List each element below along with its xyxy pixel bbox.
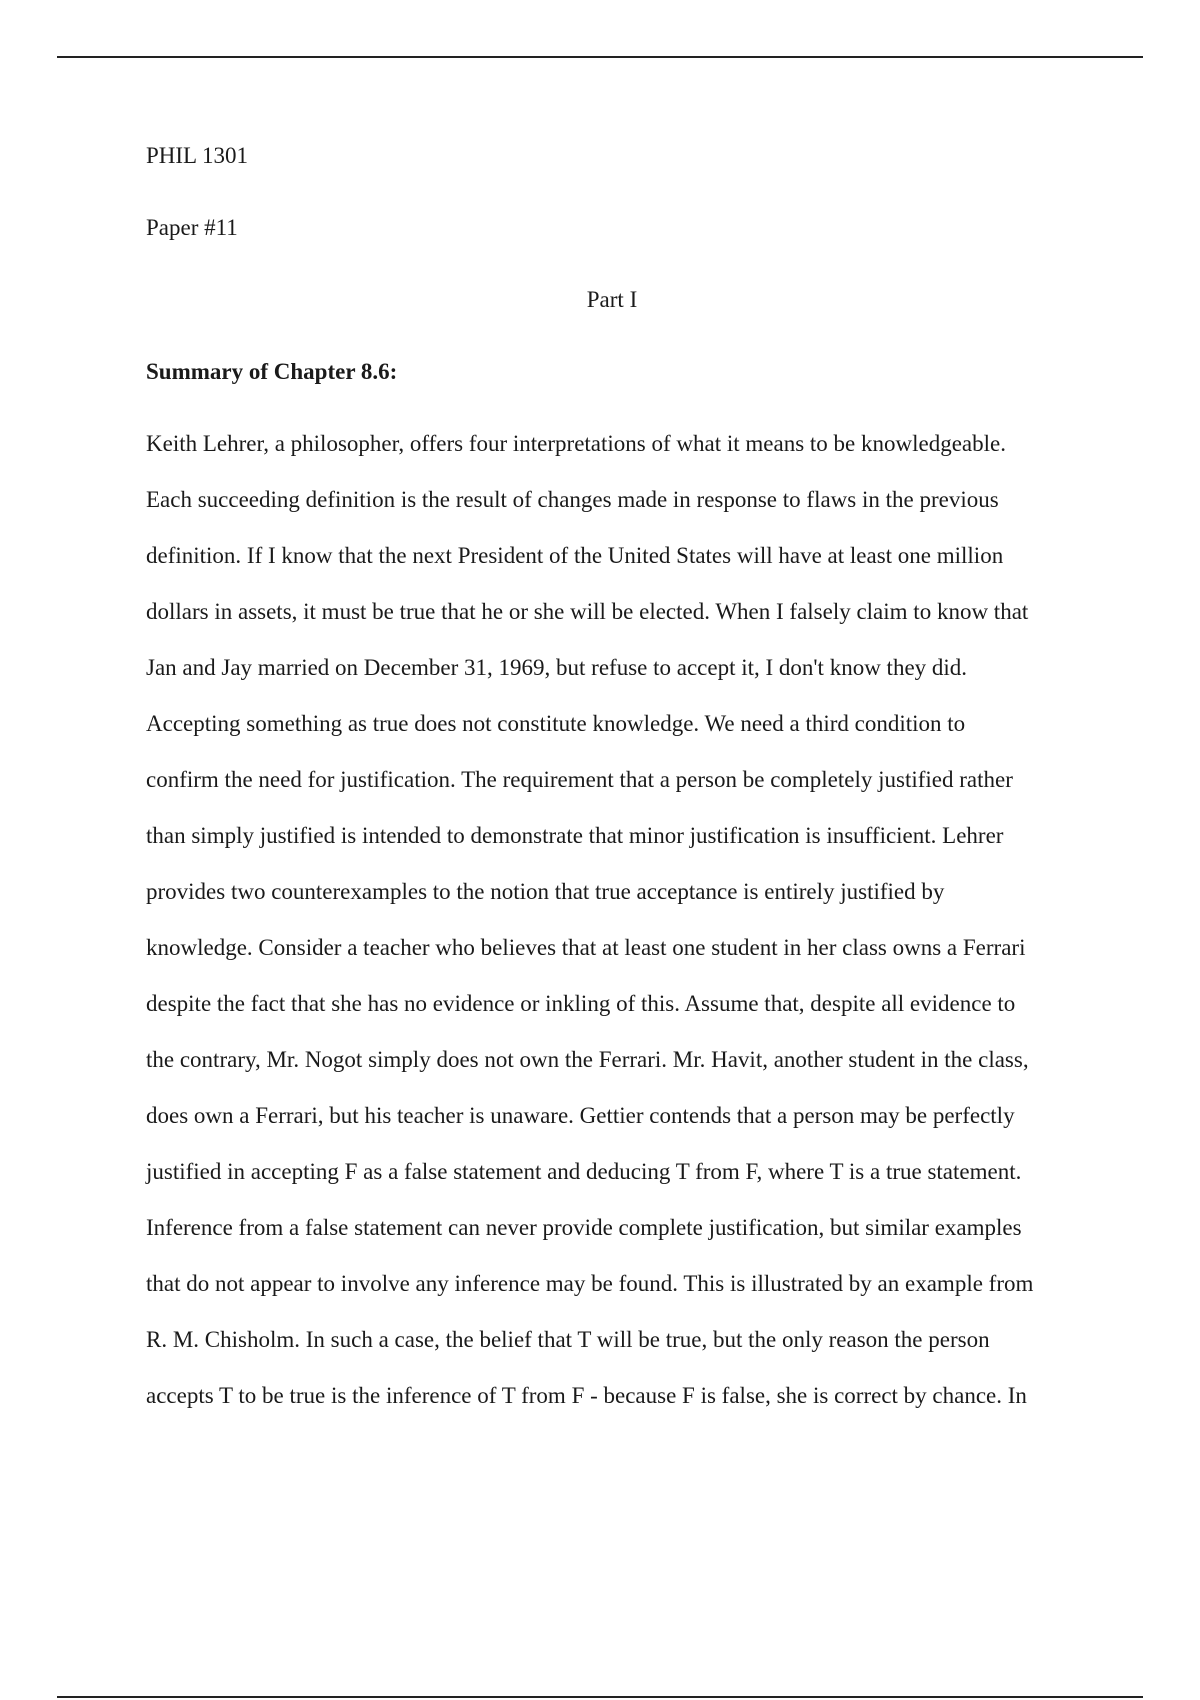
document-page [146,140,1086,1436]
paragraph-line: Accepting something as true does not constitute knowledge. We need a third condition to [146,711,966,736]
paper-number: Paper #11 [146,215,238,240]
paragraph-line: dollars in assets, it must be true that he or she will be elected. When I falsely claim to know that [146,599,1029,624]
paragraph-line: Jan and Jay married on December 31, 1969, but refuse to accept it, I don't know they did. [146,655,968,680]
paragraph-line: the contrary, Mr. Nogot simply does not own the Ferrari. Mr. Havit, another student in the class, [146,1047,1029,1072]
paragraph-line: Each succeeding definition is the result of changes made in response to flaws in the previous [146,487,999,512]
summary-paragraph [146,428,1086,1436]
paragraph-line: despite the fact that she has no evidence or inkling of this. Assume that, despite all evidence to [146,991,1016,1016]
part-heading: Part I [586,287,638,312]
paragraph-line: does own a Ferrari, but his teacher is unaware. Gettier contends that a person may be perfectly [146,1103,1015,1128]
section-heading: Summary of Chapter 8.6: [146,359,398,384]
paragraph-line: justified in accepting F as a false statement and deducing T from F, where T is a true statement. [146,1159,1022,1184]
paragraph-line: that do not appear to involve any inference may be found. This is illustrated by an example from [146,1271,1034,1296]
paragraph-line: Keith Lehrer, a philosopher, offers four interpretations of what it means to be knowledgeable. [146,431,1006,456]
paragraph-line: R. M. Chisholm. In such a case, the belief that T will be true, but the only reason the person [146,1327,990,1352]
paragraph-line: accepts T to be true is the inference of T from F - because F is false, she is correct by chance. In [146,1383,1027,1408]
paragraph-line: than simply justified is intended to demonstrate that minor justification is insufficient. Lehrer [146,823,1004,848]
paragraph-line: Inference from a false statement can never provide complete justification, but similar examples [146,1215,1022,1240]
paragraph-line: definition. If I know that the next President of the United States will have at least one million [146,543,1004,568]
paragraph-line: knowledge. Consider a teacher who believes that at least one student in her class owns a Ferrari [146,935,1026,960]
bottom-rule [57,1696,1143,1698]
paragraph-line: confirm the need for justification. The requirement that a person be completely justified rather [146,767,1013,792]
course-code: PHIL 1301 [146,143,249,168]
top-rule [57,56,1143,58]
paragraph-line: provides two counterexamples to the notion that true acceptance is entirely justified by [146,879,945,904]
